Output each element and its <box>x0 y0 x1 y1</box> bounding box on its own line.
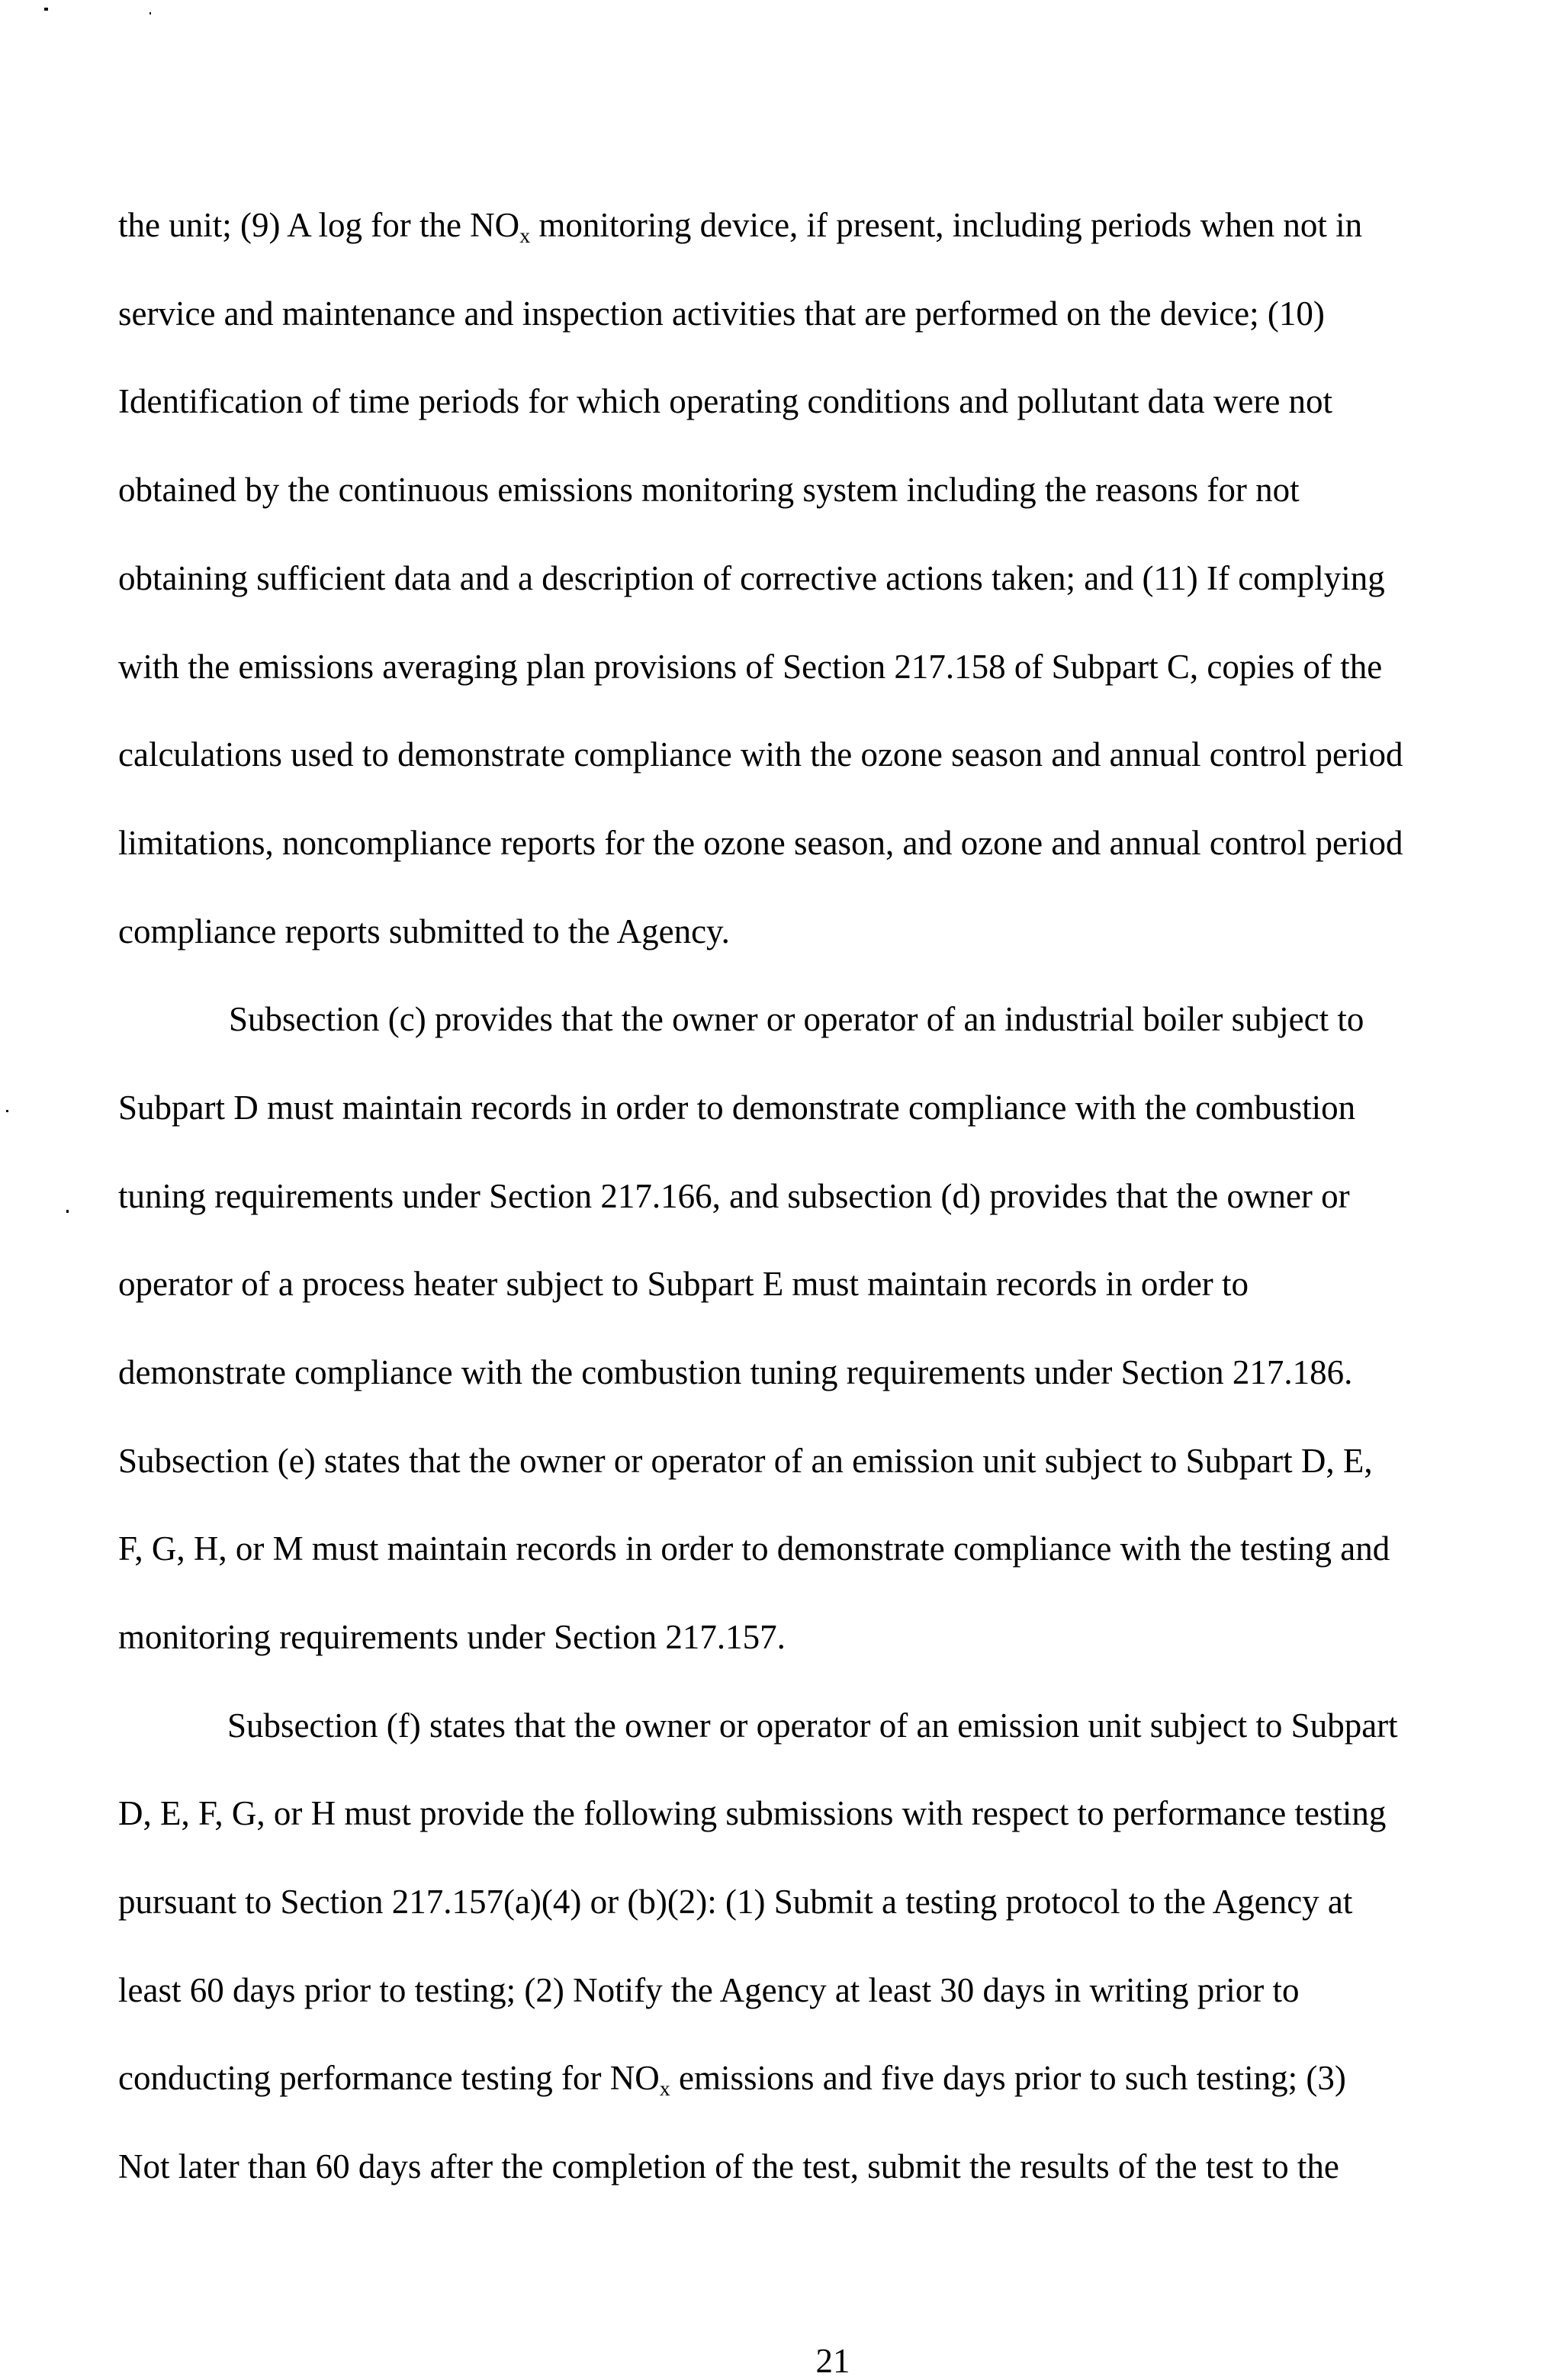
page-number: 21 <box>815 2342 850 2380</box>
body-line-15 <box>118 1442 1373 1480</box>
text-segment: compliance reports submitted to the Agency. <box>118 912 730 950</box>
body-line-7 <box>118 735 1403 774</box>
text-segment: Subsection (c) provides that the owner or operator of an industrial boiler subject to <box>229 1000 1364 1038</box>
body-line-1 <box>118 206 1363 248</box>
subscript-x: x <box>519 224 531 248</box>
body-line-21 <box>118 1971 1299 2009</box>
text-segment: tuning requirements under Section 217.166, and subsection (d) provides that the owner or <box>118 1177 1350 1215</box>
body-line-3 <box>118 382 1332 420</box>
body-line-12 <box>118 1177 1350 1215</box>
body-line-5 <box>118 559 1385 597</box>
text-segment: service and maintenance and inspection activities that are performed on the device; (10) <box>118 294 1325 333</box>
text-segment: monitoring requirements under Section 217.157. <box>118 1618 786 1656</box>
text-segment: Subsection (f) states that the owner or operator of an emission unit subject to Subpart <box>227 1706 1398 1745</box>
body-line-17 <box>118 1618 786 1656</box>
text-segment: calculations used to demonstrate compliance with the ozone season and annual control period <box>118 735 1403 774</box>
text-segment: emissions and five days prior to such testing; (3) <box>670 2059 1346 2097</box>
subscript-x: x <box>659 2076 670 2101</box>
text-segment: conducting performance testing for NO <box>118 2059 660 2097</box>
body-line-13 <box>118 1265 1249 1303</box>
scan-artifact <box>149 12 151 14</box>
scan-artifact <box>6 1110 8 1112</box>
scan-artifact <box>66 1210 69 1213</box>
body-line-16 <box>118 1529 1390 1568</box>
text-segment: obtaining sufficient data and a description of corrective actions taken; and (11) If complying <box>118 559 1385 597</box>
text-segment: Identification of time periods for which operating conditions and pollutant data were not <box>118 382 1333 420</box>
text-segment: D, E, F, G, or H must provide the following submissions with respect to performance testing <box>118 1794 1387 1832</box>
text-segment: least 60 days prior to testing; (2) Notify the Agency at least 30 days in writing prior to <box>118 1971 1300 2009</box>
text-segment: pursuant to Section 217.157(a)(4) or (b)(2): (1) Submit a testing protocol to the Agency at <box>118 1883 1353 1921</box>
scan-artifact <box>44 8 48 11</box>
text-segment: monitoring device, if present, including periods when not in <box>530 206 1363 244</box>
paragraph-f-first-line <box>227 1706 1398 1745</box>
text-segment: Not later than 60 days after the completion of the test, submit the results of the test to the <box>118 2147 1339 2185</box>
body-line-23 <box>118 2147 1339 2185</box>
text-segment: the unit; (9) A log for the NO <box>118 206 520 244</box>
body-line-22 <box>118 2059 1346 2101</box>
text-segment: Subpart D must maintain records in order to demonstrate compliance with the combustion <box>118 1089 1356 1127</box>
text-segment: Subsection (e) states that the owner or operator of an emission unit subject to Subpart D, E, <box>118 1442 1373 1480</box>
body-line-6 <box>118 648 1382 686</box>
text-segment: F, G, H, or M must maintain records in order to demonstrate compliance with the testing and <box>118 1529 1390 1568</box>
body-line-2 <box>118 294 1325 333</box>
text-segment: with the emissions averaging plan provisions of Section 217.158 of Subpart C, copies of the <box>118 648 1383 686</box>
paragraph-c-first-line <box>229 1000 1364 1038</box>
body-line-19 <box>118 1794 1386 1832</box>
text-segment: operator of a process heater subject to Subpart E must maintain records in order to <box>118 1265 1249 1303</box>
body-line-8 <box>118 824 1403 862</box>
body-line-20 <box>118 1883 1352 1921</box>
text-segment: demonstrate compliance with the combustion tuning requirements under Section 217.186. <box>118 1353 1353 1391</box>
text-segment: obtained by the continuous emissions monitoring system including the reasons for not <box>118 471 1300 509</box>
text-segment: limitations, noncompliance reports for the ozone season, and ozone and annual control period <box>118 824 1403 862</box>
body-line-9 <box>118 912 730 950</box>
body-line-4 <box>118 471 1300 509</box>
body-line-11 <box>118 1089 1355 1127</box>
body-line-14 <box>118 1353 1352 1391</box>
